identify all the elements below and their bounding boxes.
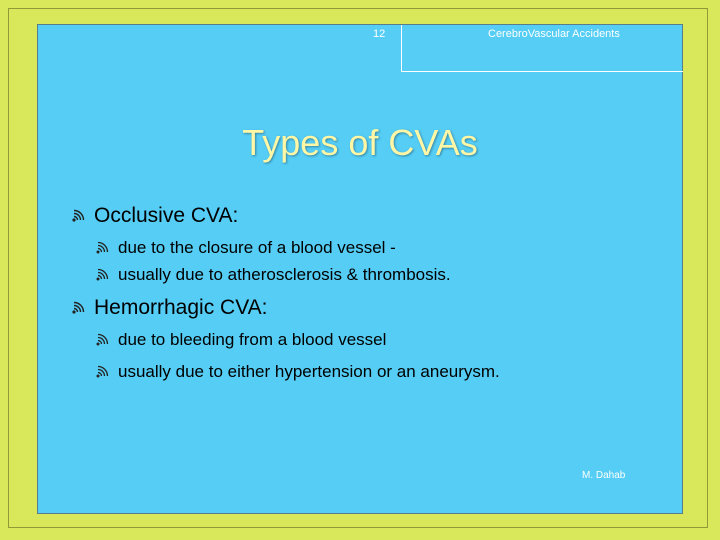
wifi-signal-icon bbox=[94, 333, 114, 347]
slide-title: Types of CVAs bbox=[242, 122, 478, 163]
sub-bullet bbox=[94, 265, 451, 285]
wifi-signal-icon bbox=[94, 365, 114, 379]
sub-bullet bbox=[94, 362, 500, 382]
sub-bullet-text: usually due to either hypertension or an aneurysm. bbox=[118, 362, 500, 381]
sub-bullet-text: usually due to atherosclerosis & thrombosis. bbox=[118, 265, 451, 284]
section-heading: Hemorrhagic CVA: bbox=[94, 296, 268, 319]
bullet-hemorrhagic bbox=[70, 296, 268, 320]
footer-author: M. Dahab bbox=[582, 470, 626, 481]
sub-bullet bbox=[94, 238, 396, 258]
slide-number: 12 bbox=[373, 28, 386, 40]
bullet-occlusive bbox=[70, 204, 238, 228]
wifi-signal-icon bbox=[94, 268, 114, 282]
wifi-signal-icon bbox=[94, 241, 114, 255]
sub-bullet-text: due to bleeding from a blood vessel bbox=[118, 330, 387, 349]
wifi-signal-icon bbox=[70, 209, 90, 223]
wifi-signal-icon bbox=[70, 301, 90, 315]
section-heading: Occlusive CVA: bbox=[94, 204, 239, 227]
sub-bullet bbox=[94, 330, 386, 350]
header-title: CerebroVascular Accidents bbox=[488, 28, 620, 40]
sub-bullet-text: due to the closure of a blood vessel - bbox=[118, 238, 396, 257]
